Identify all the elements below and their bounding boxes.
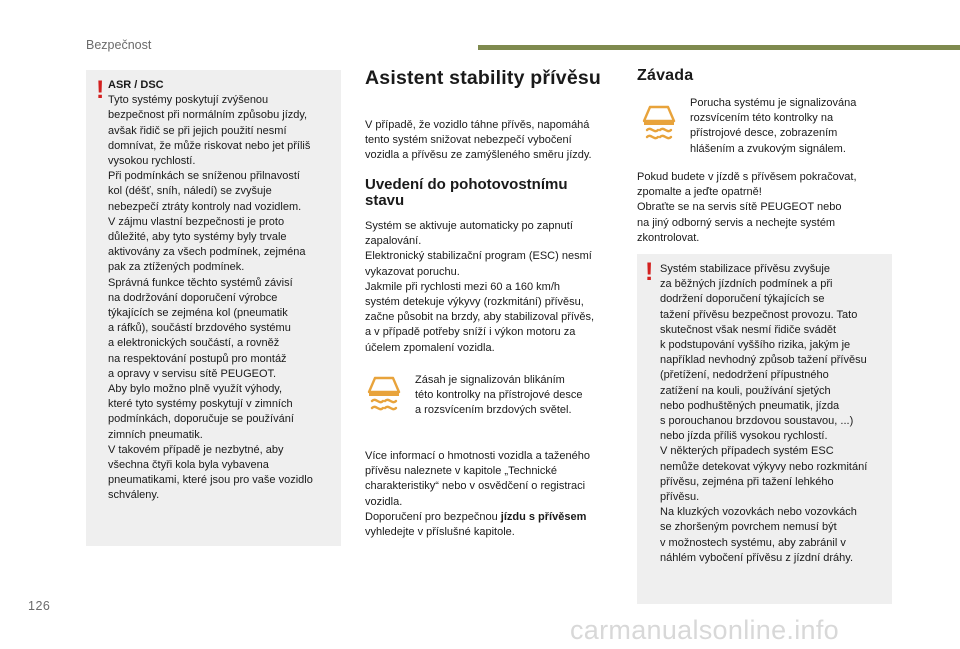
note-line: vysokou rychlostí. <box>108 155 196 168</box>
warning-line: například nevhodný způsob tažení přívěsu <box>660 354 867 367</box>
indicator-description <box>415 373 615 419</box>
fault-line: hlášením a zvukovým signálem. <box>690 142 846 155</box>
left-note-text <box>108 78 340 504</box>
note-line: Správná funkce těchto systémů závisí <box>108 276 293 289</box>
activation-paragraph <box>365 219 627 356</box>
fault-action-line: na jiný odborný servis a nechejte systém <box>637 216 836 229</box>
note-line: avšak řidič se při jejich použití nesmí <box>108 124 287 137</box>
note-line: nebezpečí ztráty kontroly nad vozidlem. <box>108 200 302 213</box>
intro-line: V případě, že vozidlo táhne přívěs, napomáhá <box>365 119 590 131</box>
page-number: 126 <box>28 599 51 613</box>
note-line: podmínkách, doporučuje se používání <box>108 413 294 426</box>
more-info-line: přívěsu naleznete v kapitole „Technické <box>365 465 557 478</box>
activation-line: Jakmile při rychlosti mezi 60 a 160 km/h <box>365 280 561 293</box>
safety-line <box>365 510 627 525</box>
indicator-line: a rozsvícením brzdových světel. <box>415 404 572 417</box>
fault-line: rozsvícením této kontrolky na <box>690 112 834 125</box>
warning-line: nemůže detekovat výkyvy nebo rozkmitání <box>660 460 868 473</box>
indicator-line: Zásah je signalizován blikáním <box>415 374 565 386</box>
intro-line: tento systém snižovat nebezpečí vybočení <box>365 134 572 147</box>
fault-warning-lamp-icon <box>641 104 677 142</box>
activation-line: systém detekuje výkyvy (rozkmitání) přívěsu, <box>365 296 584 309</box>
right-warning-note <box>637 254 892 604</box>
left-warning-note <box>86 70 341 546</box>
fault-line: Porucha systému je signalizována <box>690 97 857 109</box>
note-line: a ráfků), součástí brzdového systému <box>108 322 291 335</box>
warning-line: dodržení doporučení týkajících se <box>660 293 825 306</box>
note-line: pak za ztížených podmínek. <box>108 261 245 274</box>
note-line: které tyto systémy poskytují v zimních <box>108 398 293 411</box>
more-info-line: vozidla. <box>365 495 403 508</box>
warning-line: Na kluzkých vozovkách nebo vozovkách <box>660 506 857 519</box>
note-line: Při podmínkách se sníženou přilnavostí <box>108 170 300 183</box>
warning-line: nebo jízda příliš vysokou rychlostí. <box>660 430 828 443</box>
fault-action-line: zpomalte a jeďte opatrně! <box>637 186 762 199</box>
warning-line: přívěsu. <box>660 491 700 504</box>
note-line: na dodržování doporučení výrobce <box>108 291 278 304</box>
note-line: aktivovány za všech podmínek, zejména <box>108 246 306 259</box>
intro-line: vozidla a přívěsu ze zamýšleného směru jízdy. <box>365 149 592 162</box>
safety-chapter-link[interactable]: jízdu s přívěsem <box>500 510 587 523</box>
more-info-line: charakteristiky“ nebo v osvědčení o registraci <box>365 480 586 493</box>
note-line: V zájmu vlastní bezpečnosti je proto <box>108 215 285 228</box>
note-line: domnívat, že může riskovat nebo jet příliš <box>108 139 311 152</box>
page-title: Asistent stability přívěsu <box>365 67 602 89</box>
note-line: důležité, aby tyto systémy byly trvale <box>108 231 287 244</box>
activation-line: účelem zpomalení vozidla. <box>365 341 495 354</box>
activation-line: vykazovat poruchu. <box>365 265 460 278</box>
fault-action-line: zkontrolovat. <box>637 231 700 244</box>
note-line: kol (déšť, sníh, náledí) se zvyšuje <box>108 185 272 198</box>
header-accent-bar <box>478 45 960 50</box>
warning-line: skutečnost však nesmí řidiče svádět <box>660 323 837 336</box>
more-info-paragraph <box>365 449 627 540</box>
note-line: všechna čtyři kola byla vybavena <box>108 459 269 472</box>
warning-line: V některých případech systém ESC <box>660 445 834 458</box>
activation-heading <box>365 177 568 209</box>
note-line: pneumatikami, které jsou pro vaše vozidlo <box>108 474 313 487</box>
warning-line: (přetížení, nedodržení přípustného <box>660 369 829 382</box>
warning-line: s porouchanou brzdovou soustavou, ...) <box>660 415 854 428</box>
note-line: V takovém případě je nezbytné, aby <box>108 443 284 456</box>
note-line: a elektronických součástí, a rovněž <box>108 337 280 350</box>
warning-icon: ! <box>645 258 654 286</box>
warning-line: přívěsu, zejména při tažení lehkého <box>660 475 834 488</box>
warning-line: za běžných jízdních podmínek a při <box>660 278 833 291</box>
warning-line: zatížení na kouli, používání sjetých <box>660 384 831 397</box>
indicator-line: této kontrolky na přístrojové desce <box>415 389 583 402</box>
note-line: a opravy v servisu sítě PEUGEOT. <box>108 367 277 380</box>
warning-line: Systém stabilizace přívěsu zvyšuje <box>660 263 830 275</box>
note-line: bezpečnost při normálním způsobu jízdy, <box>108 109 308 122</box>
note-line: na respektování postupů pro montáž <box>108 352 287 365</box>
safety-prefix: Doporučení pro bezpečnou <box>365 510 501 523</box>
note-line: Tyto systémy poskytují zvýšenou <box>108 94 269 107</box>
warning-line: náhlém vybočení přívěsu z jízdní dráhy. <box>660 551 854 564</box>
activation-heading-line-2: stavu <box>365 192 405 209</box>
activation-line: zapalování. <box>365 235 422 248</box>
note-body <box>108 93 340 503</box>
section-label: Bezpečnost <box>86 38 152 52</box>
activation-line: Systém se aktivuje automaticky po zapnutí <box>365 220 573 232</box>
activation-line: Elektronický stabilizační program (ESC) nesmí <box>365 250 592 263</box>
activation-line: a v případě potřeby sníží i výkon motoru za <box>365 326 576 339</box>
warning-line: nebo podhuštěných pneumatik, jízda <box>660 399 840 412</box>
warning-line: tažení přívěsu bezpečnost provozu. Tato <box>660 308 858 321</box>
fault-line: přístrojové desce, zobrazením <box>690 127 838 140</box>
intro-paragraph <box>365 118 625 164</box>
fault-action-paragraph <box>637 170 892 246</box>
note-line: týkajících se zejména kol (pneumatik <box>108 307 288 320</box>
safety-suffix: vyhledejte v příslušné kapitole. <box>365 526 515 539</box>
activation-line: začne působit na brzdy, aby stabilizoval přívěs, <box>365 311 595 324</box>
fault-action-line: Pokud budete v jízdě s přívěsem pokračovat, <box>637 171 857 183</box>
fault-title: Závada <box>637 67 694 84</box>
fault-action-line: Obraťte se na servis sítě PEUGEOT nebo <box>637 201 842 214</box>
note-line: Aby bylo možno plně využít výhody, <box>108 383 283 396</box>
warning-line: se zhoršeným povrchem nemusí být <box>660 521 837 534</box>
activation-heading-line-1: Uvedení do pohotovostnímu <box>365 176 568 193</box>
fault-description <box>690 96 890 157</box>
note-line: zimních pneumatik. <box>108 428 203 441</box>
more-info-line: Více informací o hmotnosti vozidla a taženého <box>365 450 591 462</box>
note-line: schváleny. <box>108 489 160 502</box>
warning-line: v možnostech systému, aby zabránil v <box>660 536 846 549</box>
trailer-stability-icon <box>366 375 402 413</box>
note-heading: ASR / DSC <box>108 79 164 91</box>
warning-icon: ! <box>96 76 105 104</box>
warning-line: k podstupování vyššího rizika, jakým je <box>660 339 851 352</box>
watermark: carmanualsonline.info <box>570 615 839 645</box>
right-note-text <box>660 262 892 566</box>
